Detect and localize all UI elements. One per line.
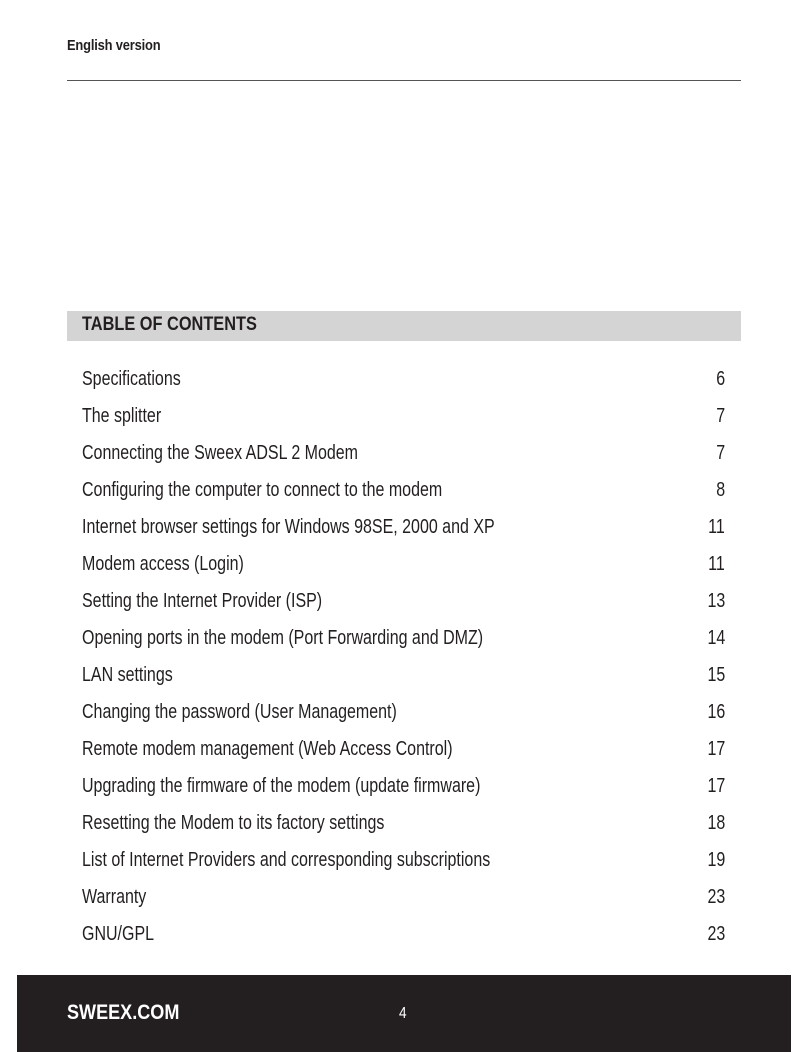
toc-entry-title: The splitter bbox=[82, 405, 162, 427]
toc-entry-title: List of Internet Providers and corresponding subscriptions bbox=[82, 849, 491, 871]
toc-entry-page: 17 bbox=[707, 738, 725, 760]
toc-entry-page: 17 bbox=[707, 775, 725, 797]
toc-entry-page: 15 bbox=[707, 664, 725, 686]
toc-entry[interactable] bbox=[82, 509, 725, 546]
toc-entry-title: Setting the Internet Provider (ISP) bbox=[82, 590, 323, 612]
toc-entry[interactable] bbox=[82, 361, 725, 398]
toc-entry[interactable] bbox=[82, 768, 725, 805]
toc-entry[interactable] bbox=[82, 805, 725, 842]
toc-entry-title: Internet browser settings for Windows 98SE, 2000 and XP bbox=[82, 516, 495, 538]
toc-entry-title: Specifications bbox=[82, 368, 181, 390]
toc-entry-title: Changing the password (User Management) bbox=[82, 701, 397, 723]
toc-entry[interactable] bbox=[82, 916, 725, 953]
footer-brand-link[interactable]: SWEEX.COM bbox=[67, 1001, 180, 1024]
toc-entry[interactable] bbox=[82, 472, 725, 509]
header-divider bbox=[67, 80, 741, 81]
toc-entry[interactable] bbox=[82, 657, 725, 694]
toc-entry[interactable] bbox=[82, 583, 725, 620]
toc-entry[interactable] bbox=[82, 398, 725, 435]
toc-entry-page: 23 bbox=[707, 923, 725, 945]
toc-entry[interactable] bbox=[82, 435, 725, 472]
toc-entry-title: Warranty bbox=[82, 886, 147, 908]
toc-entry-title: Upgrading the firmware of the modem (update firmware) bbox=[82, 775, 481, 797]
toc-entry-page: 8 bbox=[716, 479, 725, 501]
toc-heading: TABLE OF CONTENTS bbox=[82, 314, 257, 335]
page-number: 4 bbox=[399, 1005, 407, 1022]
toc-entry[interactable] bbox=[82, 694, 725, 731]
toc-entry-page: 18 bbox=[707, 812, 725, 834]
toc-entry-title: LAN settings bbox=[82, 664, 173, 686]
toc-entry-page: 14 bbox=[707, 627, 725, 649]
toc-entry[interactable] bbox=[82, 731, 725, 768]
toc-entry-page: 7 bbox=[716, 405, 725, 427]
toc-entry-title: Remote modem management (Web Access Control) bbox=[82, 738, 453, 760]
toc-entry[interactable] bbox=[82, 842, 725, 879]
toc-entry[interactable] bbox=[82, 879, 725, 916]
toc-entry-title: GNU/GPL bbox=[82, 923, 155, 945]
toc-entry-page: 23 bbox=[707, 886, 725, 908]
toc-entry-page: 11 bbox=[708, 516, 725, 538]
toc-entry-page: 7 bbox=[716, 442, 725, 464]
toc-entry-title: Configuring the computer to connect to the modem bbox=[82, 479, 443, 501]
toc-entry-title: Modem access (Login) bbox=[82, 553, 244, 575]
toc-entry[interactable] bbox=[82, 546, 725, 583]
toc-list bbox=[82, 361, 725, 953]
toc-entry-page: 13 bbox=[707, 590, 725, 612]
toc-entry-page: 19 bbox=[707, 849, 725, 871]
document-language-label: English version bbox=[67, 37, 161, 54]
toc-entry-page: 6 bbox=[716, 368, 725, 390]
toc-entry-title: Connecting the Sweex ADSL 2 Modem bbox=[82, 442, 359, 464]
toc-entry[interactable] bbox=[82, 620, 725, 657]
toc-entry-page: 11 bbox=[708, 553, 725, 575]
toc-entry-title: Resetting the Modem to its factory settings bbox=[82, 812, 385, 834]
toc-entry-title: Opening ports in the modem (Port Forwarding and DMZ) bbox=[82, 627, 484, 649]
toc-entry-page: 16 bbox=[707, 701, 725, 723]
